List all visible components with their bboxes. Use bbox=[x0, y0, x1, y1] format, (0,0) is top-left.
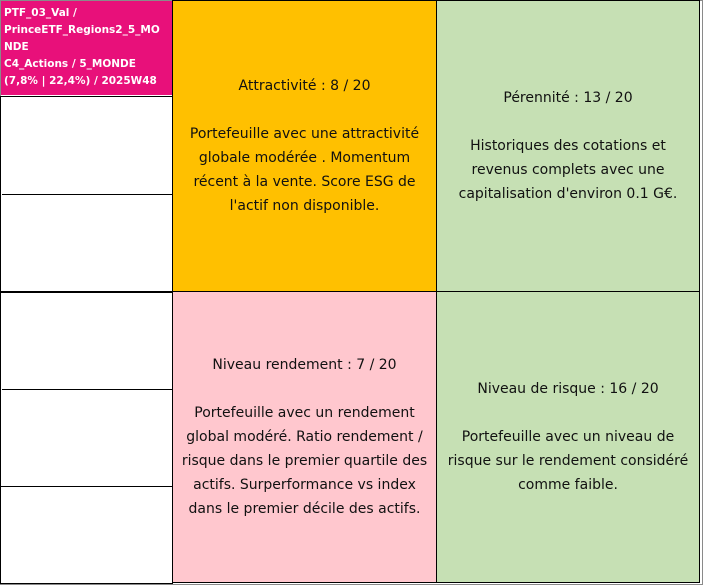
attractivite-panel bbox=[172, 0, 437, 292]
rendement-panel bbox=[172, 291, 437, 583]
attractivite-title: Attractivité : 8 / 20 bbox=[238, 78, 371, 94]
side-block-top bbox=[0, 96, 173, 292]
risque-panel bbox=[436, 291, 700, 583]
portfolio-header bbox=[1, 1, 172, 95]
risque-title: Niveau de risque : 16 / 20 bbox=[477, 381, 659, 397]
perennite-text: Historiques des cotations et revenus complets avec une capitalisation d'environ 0.1 G€. bbox=[458, 138, 678, 202]
rendement-text: Portefeuille avec un rendement global modéré. Ratio rendement / risque dans le premier quartile des actifs. Surperformance vs index dans le premier décile des actifs. bbox=[181, 405, 428, 517]
perennite-title: Pérennité : 13 / 20 bbox=[503, 90, 633, 106]
header-line-2: PrinceETF_Regions2_5_MO bbox=[4, 24, 160, 36]
attractivite-text: Portefeuille avec une attractivité globale modérée . Momentum récent à la vente. Score ESG de l'actif non disponible. bbox=[189, 126, 420, 214]
side-block-bottom bbox=[0, 486, 173, 584]
perennite-panel bbox=[436, 0, 700, 292]
risque-text: Portefeuille avec un niveau de risque sur le rendement considéré comme faible. bbox=[447, 429, 689, 493]
rendement-title: Niveau rendement : 7 / 20 bbox=[212, 357, 397, 373]
header-line-4: C4_Actions / 5_MONDE bbox=[4, 58, 136, 70]
header-line-3: NDE bbox=[4, 41, 29, 53]
side-block-middle bbox=[0, 292, 173, 487]
header-line-5: (7,8% | 22,4%) / 2025W48 bbox=[4, 75, 157, 87]
divider bbox=[2, 194, 173, 195]
header-line-1: PTF_03_Val / bbox=[4, 7, 77, 19]
divider bbox=[2, 389, 173, 390]
